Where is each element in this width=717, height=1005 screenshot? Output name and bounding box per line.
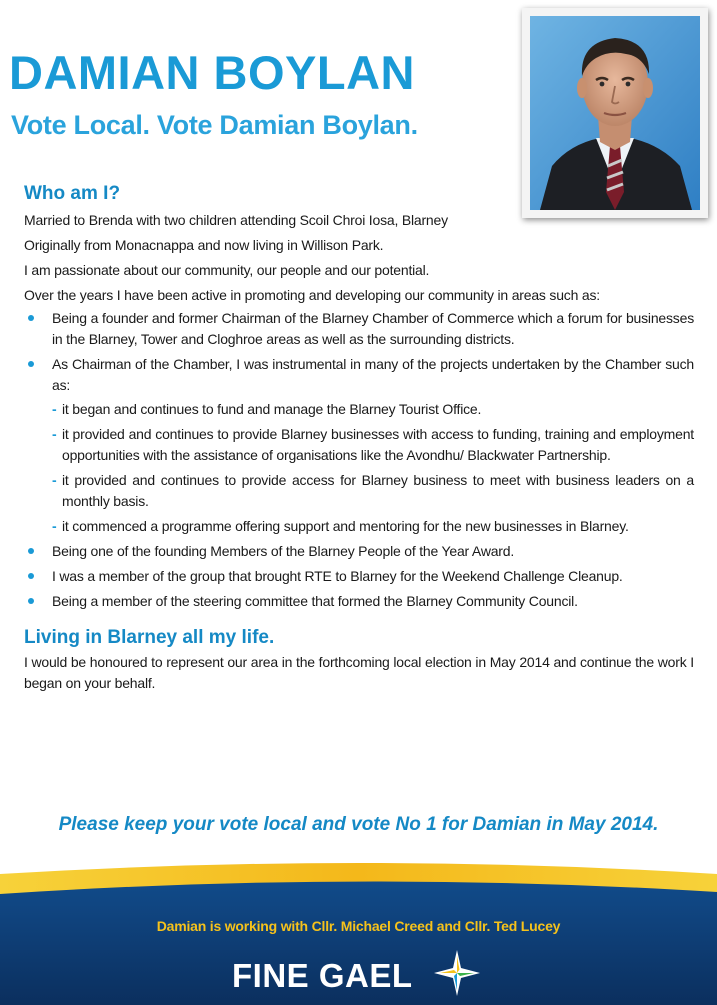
- achievements-list: [24, 308, 694, 612]
- chamber-projects-list: [52, 399, 694, 537]
- sub-list-item-text: it provided and continues to provide Blarney businesses with access to funding, training and employment opportunities with the assistance of organisations like the Avondhu/ Blackwater Partnership.: [62, 426, 694, 463]
- list-item-text: Being one of the founding Members of the Blarney People of the Year Award.: [52, 543, 515, 559]
- bullet-icon: [28, 548, 34, 554]
- sub-list-item: [52, 399, 694, 420]
- dash-icon: -: [52, 518, 57, 534]
- list-item: [24, 308, 694, 350]
- call-to-action: Please keep your vote local and vote No 1 for Damian in May 2014.: [58, 814, 659, 835]
- list-item-text: I was a member of the group that brought RTE to Blarney for the Weekend Challenge Cleanup.: [52, 568, 623, 584]
- main-content: [24, 180, 694, 694]
- list-item-text: Being a founder and former Chairman of the Blarney Chamber of Commerce which a forum for businesses in the Blarney, Tower and Cloghroe areas as well as the surrounding districts.: [52, 310, 694, 347]
- dash-icon: -: [52, 401, 57, 417]
- list-item: [24, 591, 694, 612]
- who-line: Originally from Monacnappa and now living in Willison Park.: [24, 237, 384, 253]
- star-icon: [432, 948, 482, 998]
- bullet-icon: [28, 361, 34, 367]
- list-item-text: Being a member of the steering committee that formed the Blarney Community Council.: [52, 593, 578, 609]
- bullet-icon: [28, 315, 34, 321]
- slogan: Vote Local. Vote Damian Boylan.: [11, 110, 418, 140]
- dash-icon: -: [52, 472, 57, 488]
- list-item: [24, 541, 694, 562]
- logo-text: FINE GAEL: [232, 957, 413, 994]
- living-heading: Living in Blarney all my life.: [24, 627, 275, 648]
- sub-list-item: [52, 470, 694, 512]
- sub-list-item-text: it commenced a programme offering support and mentoring for the new businesses in Blarney.: [62, 518, 629, 534]
- working-with-text: Damian is working with Cllr. Michael Creed and Cllr. Ted Lucey: [156, 918, 561, 934]
- who-line: Over the years I have been active in promoting and developing our community in areas such as:: [24, 287, 600, 303]
- who-line: Married to Brenda with two children attending Scoil Chroi Iosa, Blarney: [24, 212, 448, 228]
- sub-list-item-text: it provided and continues to provide access for Blarney business to meet with business leaders on a monthly basis.: [62, 472, 694, 509]
- who-line: I am passionate about our community, our people and our potential.: [24, 262, 430, 278]
- list-item-text: As Chairman of the Chamber, I was instrumental in many of the projects undertaken by the Chamber such as:: [52, 356, 694, 393]
- living-text: I would be honoured to represent our area in the forthcoming local election in May 2014 and continue the work I began on your behalf.: [24, 654, 694, 691]
- dash-icon: -: [52, 426, 57, 442]
- list-item: [24, 354, 694, 537]
- list-item: [24, 566, 694, 587]
- who-heading: Who am I?: [24, 183, 121, 204]
- sub-list-item: [52, 516, 694, 537]
- bullet-icon: [28, 573, 34, 579]
- sub-list-item: [52, 424, 694, 466]
- candidate-name: DAMIAN BOYLAN: [9, 46, 415, 99]
- bullet-icon: [28, 598, 34, 604]
- sub-list-item-text: it began and continues to fund and manage the Blarney Tourist Office.: [62, 401, 482, 417]
